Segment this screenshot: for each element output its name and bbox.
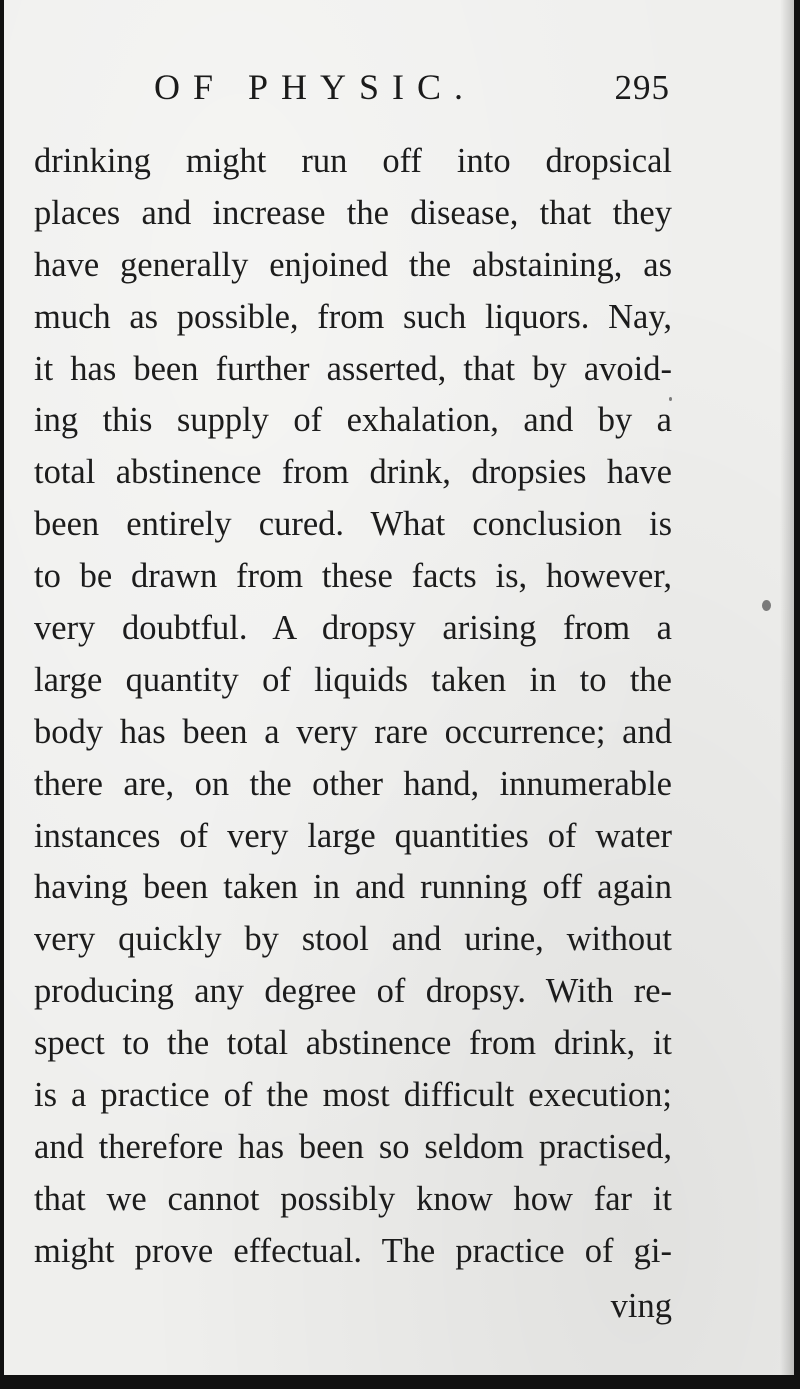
text-line: ing this supply of exhalation, and by a bbox=[34, 401, 672, 440]
catchword: ving bbox=[610, 1287, 672, 1325]
text-line: body has been a very rare occurrence; and bbox=[34, 712, 672, 751]
text-line: there are, on the other hand, innumerable bbox=[34, 764, 672, 803]
text-line: total abstinence from drink, dropsies have bbox=[34, 453, 672, 492]
text-line: have generally enjoined the abstaining, as bbox=[34, 245, 672, 284]
text-line: large quantity of liquids taken in to the bbox=[34, 660, 672, 699]
body-text bbox=[34, 136, 672, 1278]
text-line: producing any degree of dropsy. With re- bbox=[34, 972, 672, 1011]
text-line: and therefore has been so seldom practised, bbox=[34, 1127, 672, 1166]
text-line: been entirely cured. What conclusion is bbox=[34, 505, 672, 544]
running-head bbox=[150, 62, 670, 110]
text-line: might prove effectual. The practice of gi- bbox=[34, 1231, 672, 1270]
text-line: very quickly by stool and urine, without bbox=[34, 920, 672, 959]
text-line: much as possible, from such liquors. Nay, bbox=[34, 297, 672, 336]
text-line: instances of very large quantities of water bbox=[34, 816, 672, 855]
text-line: it has been further asserted, that by avoid- bbox=[34, 349, 672, 388]
text-line: places and increase the disease, that they bbox=[34, 193, 672, 232]
text-line: spect to the total abstinence from drink, it bbox=[34, 1024, 672, 1063]
text-line: having been taken in and running off again bbox=[34, 868, 672, 907]
text-line: drinking might run off into dropsical bbox=[34, 142, 672, 180]
paper-speck bbox=[762, 600, 771, 611]
text-line: very doubtful. A dropsy arising from a bbox=[34, 609, 672, 648]
running-title: OF PHYSIC. bbox=[154, 67, 477, 107]
page-number: 295 bbox=[614, 68, 670, 107]
page-edge-shadow bbox=[780, 0, 794, 1375]
text-line: to be drawn from these facts is, however, bbox=[34, 557, 672, 596]
text-line: is a practice of the most difficult execution; bbox=[34, 1076, 672, 1115]
text-line: that we cannot possibly know how far it bbox=[34, 1179, 672, 1218]
